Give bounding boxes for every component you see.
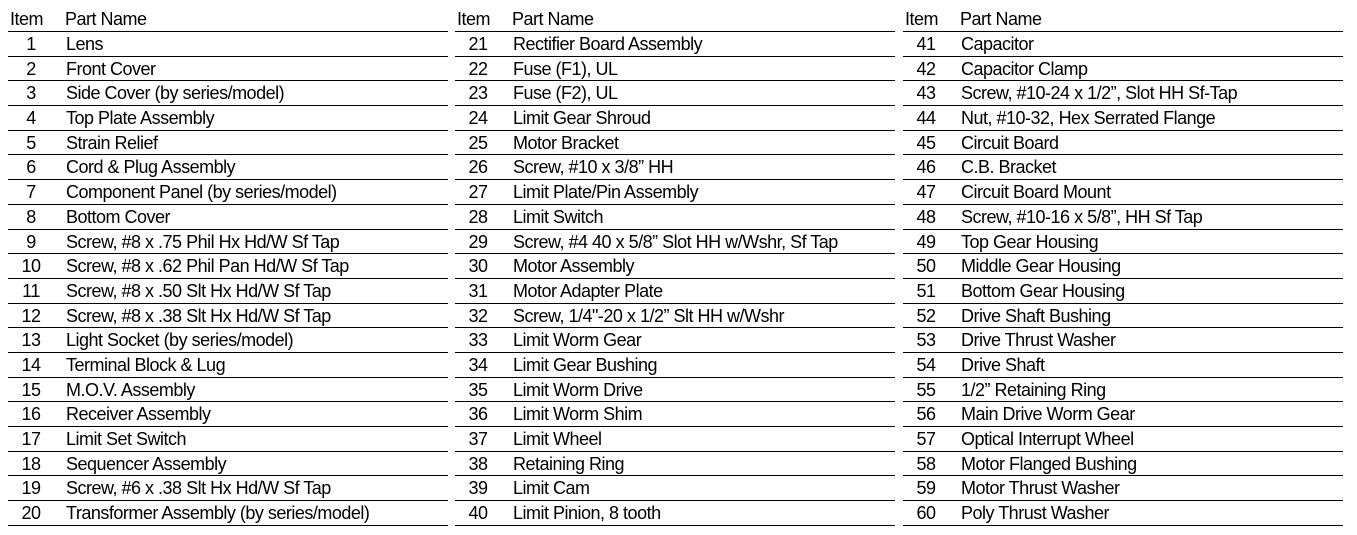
item-number: 23 [468, 83, 488, 104]
table-row [8, 155, 448, 180]
part-name: Circuit Board [961, 132, 1059, 153]
item-number: 32 [468, 305, 488, 326]
part-name: Sequencer Assembly [66, 453, 227, 474]
table-row [903, 279, 1343, 304]
part-name: Screw, #4 40 x 5/8” Slot HH w/Wshr, Sf Tap [513, 231, 838, 252]
part-name: Bottom Gear Housing [961, 280, 1125, 301]
table-row [455, 57, 895, 82]
table-row [455, 402, 895, 427]
item-number: 43 [916, 83, 936, 104]
table-row [8, 131, 448, 156]
item-number: 59 [916, 478, 936, 499]
item-number: 44 [916, 108, 936, 129]
part-name: Motor Adapter Plate [513, 280, 663, 301]
item-header: Item [905, 9, 939, 29]
item-header: Item [10, 9, 44, 29]
table-row [455, 353, 895, 378]
part-name: Transformer Assembly (by series/model) [66, 503, 370, 524]
table-row [903, 32, 1343, 57]
table-row [903, 304, 1343, 329]
part-name: Rectifier Board Assembly [513, 34, 703, 54]
part-name: Screw, 1/4"-20 x 1/2” Slt HH w/Wshr [513, 305, 784, 326]
table-row [903, 81, 1343, 106]
item-number: 49 [916, 231, 936, 252]
item-number: 56 [916, 404, 936, 425]
parts-column-2 [455, 6, 895, 526]
item-number: 53 [916, 330, 936, 351]
part-name: Drive Shaft [961, 354, 1045, 375]
part-name-header: Part Name [960, 9, 1042, 29]
item-number: 50 [916, 256, 936, 277]
table-row [455, 106, 895, 131]
item-number: 37 [468, 429, 488, 449]
part-name: Screw, #8 x .75 Phil Hx Hd/W Sf Tap [66, 231, 340, 252]
table-row [8, 254, 448, 279]
item-number: 48 [916, 206, 936, 227]
table-row [8, 378, 448, 403]
item-number: 55 [916, 379, 936, 400]
part-name: Top Plate Assembly [66, 108, 215, 129]
table-row [455, 32, 895, 57]
table-row [903, 180, 1343, 205]
part-name: Lens [66, 34, 104, 54]
table-row [455, 81, 895, 106]
part-name: Motor Flanged Bushing [961, 453, 1137, 474]
table-row [8, 32, 448, 57]
item-number: 46 [916, 157, 936, 178]
item-number: 1 [26, 34, 36, 54]
part-name: Light Socket (by series/model) [66, 330, 294, 351]
item-number: 4 [26, 108, 36, 129]
table-row [8, 353, 448, 378]
part-name: Top Gear Housing [961, 231, 1099, 252]
part-name: Limit Worm Gear [513, 330, 642, 351]
item-number: 13 [21, 330, 41, 351]
part-name: Side Cover (by series/model) [66, 83, 285, 104]
part-name: Drive Thrust Washer [961, 330, 1116, 351]
table-row [8, 81, 448, 106]
table-row [455, 131, 895, 156]
part-name: Capacitor Clamp [961, 58, 1088, 79]
part-name: Screw, #8 x .62 Phil Pan Hd/W Sf Tap [66, 256, 349, 277]
table-row [903, 353, 1343, 378]
parts-column-3 [903, 6, 1343, 526]
part-name: Strain Relief [66, 132, 158, 153]
part-name: Limit Set Switch [66, 429, 187, 449]
item-number: 38 [468, 453, 488, 474]
part-name: Capacitor [961, 34, 1034, 54]
item-number: 7 [26, 182, 36, 203]
table-row [8, 304, 448, 329]
item-number: 25 [468, 132, 488, 153]
part-name: Poly Thrust Washer [961, 503, 1110, 524]
item-number: 60 [916, 503, 936, 524]
item-number: 5 [26, 132, 36, 153]
table-row [8, 402, 448, 427]
part-name: Retaining Ring [513, 453, 625, 474]
part-name: Fuse (F2), UL [513, 83, 618, 104]
column-header [903, 6, 1343, 32]
table-row [903, 205, 1343, 230]
item-number: 58 [916, 453, 936, 474]
item-number: 22 [468, 58, 488, 79]
table-row [903, 427, 1343, 452]
rows-container [455, 32, 895, 526]
item-number: 15 [21, 379, 41, 400]
item-number: 30 [468, 256, 488, 277]
item-number: 24 [468, 108, 488, 129]
part-name: Main Drive Worm Gear [961, 404, 1135, 425]
table-row [455, 328, 895, 353]
table-row [903, 155, 1343, 180]
part-name: Bottom Cover [66, 206, 171, 227]
item-number: 28 [468, 206, 488, 227]
item-number: 3 [26, 83, 36, 104]
table-row [455, 279, 895, 304]
table-row [8, 427, 448, 452]
table-row [8, 476, 448, 501]
part-name: Motor Thrust Washer [961, 478, 1120, 499]
item-number: 57 [916, 429, 936, 449]
part-name: Fuse (F1), UL [513, 58, 618, 79]
table-row [903, 378, 1343, 403]
part-name: Screw, #6 x .38 Slt Hx Hd/W Sf Tap [66, 478, 331, 499]
item-number: 29 [468, 231, 488, 252]
part-name: Limit Gear Bushing [513, 354, 658, 375]
item-number: 52 [916, 305, 936, 326]
table-row [455, 205, 895, 230]
item-number: 12 [21, 305, 41, 326]
part-name: Screw, #10-24 x 1/2”, Slot HH Sf-Tap [961, 83, 1238, 104]
table-row [455, 180, 895, 205]
table-row [903, 131, 1343, 156]
item-number: 8 [26, 206, 36, 227]
rows-container [8, 32, 448, 526]
item-number: 2 [26, 58, 36, 79]
part-name-header: Part Name [512, 9, 594, 29]
table-row [455, 501, 895, 526]
table-row [903, 476, 1343, 501]
item-number: 17 [21, 429, 41, 449]
part-name: Optical Interrupt Wheel [961, 429, 1134, 449]
item-number: 45 [916, 132, 936, 153]
item-number: 34 [468, 354, 488, 375]
part-name: Limit Worm Drive [513, 379, 643, 400]
table-row [903, 230, 1343, 255]
table-row [455, 254, 895, 279]
part-name: Circuit Board Mount [961, 182, 1111, 203]
part-name: Drive Shaft Bushing [961, 305, 1111, 326]
table-row [8, 279, 448, 304]
item-number: 21 [468, 34, 488, 54]
part-name: C.B. Bracket [961, 157, 1057, 178]
part-name: M.O.V. Assembly [66, 379, 195, 400]
table-row [903, 501, 1343, 526]
table-row [903, 402, 1343, 427]
part-name: Screw, #10 x 3/8” HH [513, 157, 674, 178]
table-row [455, 378, 895, 403]
part-name: Front Cover [66, 58, 156, 79]
part-name: Component Panel (by series/model) [66, 182, 337, 203]
item-number: 16 [21, 404, 41, 425]
part-name: Motor Bracket [513, 132, 619, 153]
item-number: 36 [468, 404, 488, 425]
part-name-header: Part Name [65, 9, 147, 29]
item-number: 51 [916, 280, 936, 301]
part-name: Limit Pinion, 8 tooth [513, 503, 661, 524]
table-row [8, 230, 448, 255]
item-number: 10 [21, 256, 41, 277]
rows-container [903, 32, 1343, 526]
item-number: 42 [916, 58, 936, 79]
part-name: Screw, #8 x .50 Slt Hx Hd/W Sf Tap [66, 280, 331, 301]
table-row [903, 328, 1343, 353]
part-name: Limit Cam [513, 478, 590, 499]
table-row [8, 180, 448, 205]
table-row [8, 501, 448, 526]
part-name: Screw, #10-16 x 5/8”, HH Sf Tap [961, 206, 1203, 227]
part-name: 1/2” Retaining Ring [961, 379, 1106, 400]
item-number: 14 [21, 354, 41, 375]
item-number: 54 [916, 354, 936, 375]
part-name: Limit Plate/Pin Assembly [513, 182, 699, 203]
part-name: Screw, #8 x .38 Slt Hx Hd/W Sf Tap [66, 305, 331, 326]
item-number: 19 [21, 478, 41, 499]
table-row [8, 57, 448, 82]
table-row [455, 304, 895, 329]
table-row [8, 205, 448, 230]
item-number: 40 [468, 503, 488, 524]
item-number: 31 [468, 280, 488, 301]
table-row [8, 106, 448, 131]
table-row [903, 254, 1343, 279]
part-name: Nut, #10-32, Hex Serrated Flange [961, 108, 1216, 129]
table-row [8, 452, 448, 477]
part-name: Motor Assembly [513, 256, 635, 277]
item-number: 18 [21, 453, 41, 474]
table-row [455, 155, 895, 180]
item-number: 35 [468, 379, 488, 400]
column-header [455, 6, 895, 32]
item-number: 26 [468, 157, 488, 178]
part-name: Middle Gear Housing [961, 256, 1121, 277]
table-row [903, 57, 1343, 82]
part-name: Limit Gear Shroud [513, 108, 651, 129]
part-name: Limit Wheel [513, 429, 602, 449]
table-row [455, 476, 895, 501]
table-row [903, 106, 1343, 131]
item-number: 6 [26, 157, 36, 178]
part-name: Limit Worm Shim [513, 404, 643, 425]
item-number: 33 [468, 330, 488, 351]
table-row [455, 230, 895, 255]
part-name: Limit Switch [513, 206, 604, 227]
table-row [903, 452, 1343, 477]
item-header: Item [457, 9, 491, 29]
part-name: Receiver Assembly [66, 404, 211, 425]
parts-column-1 [8, 6, 448, 526]
part-name: Cord & Plug Assembly [66, 157, 236, 178]
table-row [455, 452, 895, 477]
item-number: 27 [468, 182, 488, 203]
column-header [8, 6, 448, 32]
item-number: 9 [26, 231, 36, 252]
item-number: 39 [468, 478, 488, 499]
table-row [455, 427, 895, 452]
item-number: 11 [22, 280, 40, 301]
part-name: Terminal Block & Lug [66, 354, 226, 375]
item-number: 20 [21, 503, 41, 524]
item-number: 41 [916, 34, 936, 54]
item-number: 47 [916, 182, 936, 203]
table-row [8, 328, 448, 353]
